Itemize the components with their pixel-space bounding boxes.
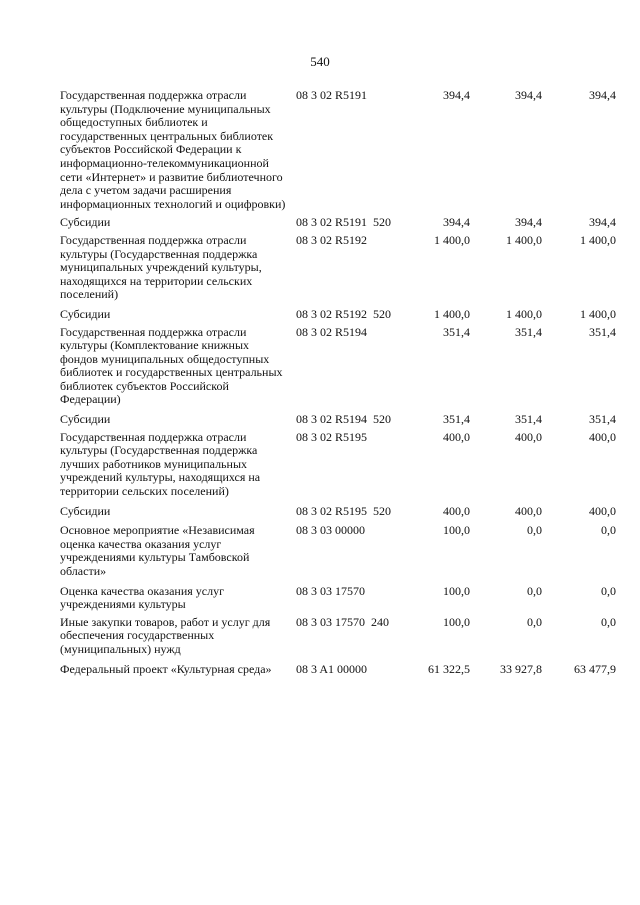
row-value-3: 1 400,0 <box>580 306 616 321</box>
row-code: 08 3 02 R5192 520 <box>296 306 392 321</box>
row-value-2: 33 927,8 <box>500 661 542 676</box>
page-number: 540 <box>310 54 330 69</box>
table-row <box>60 431 620 499</box>
table-row <box>60 413 620 427</box>
row-value-1: 351,4 <box>443 412 470 427</box>
row-value-2: 394,4 <box>515 215 542 230</box>
row-name: Иные закупки товаров, работ и услуг для обеспечения государственных (муниципальных) нужд <box>60 614 271 656</box>
row-value-1: 400,0 <box>443 503 470 518</box>
row-code: 08 3 02 R5194 <box>296 324 368 339</box>
row-value-2: 1 400,0 <box>506 306 542 321</box>
row-value-3: 1 400,0 <box>580 232 616 247</box>
row-value-3: 0,0 <box>601 523 616 538</box>
table-row <box>60 308 620 322</box>
row-name: Государственная поддержка отрасли культуры (Комплектование книжных фондов муниципальных общедоступных библиотек и государственных центральных библиотек субъектов Российской Федерации) <box>60 324 283 407</box>
row-code: 08 3 02 R5195 <box>296 429 368 444</box>
table-row <box>60 326 620 408</box>
table-row <box>60 585 620 612</box>
row-name: Оценка качества оказания услуг учреждениями культуры <box>60 583 225 612</box>
row-value-2: 351,4 <box>515 324 542 339</box>
row-code: 08 3 02 R5192 <box>296 232 368 247</box>
table-row <box>60 234 620 302</box>
row-value-2: 1 400,0 <box>506 232 542 247</box>
row-value-3: 0,0 <box>601 583 616 598</box>
row-value-3: 400,0 <box>589 503 616 518</box>
row-value-3: 351,4 <box>589 324 616 339</box>
row-name: Субсидии <box>60 503 111 518</box>
row-code: 08 3 A1 00000 <box>296 661 368 676</box>
budget-table <box>60 89 620 676</box>
row-name: Государственная поддержка отрасли культуры (Подключение муниципальных общедоступных библиотек и государственных центральных библиотек субъектов Российской Федерации к информационно-телекоммуникационной сети «Интернет» и развитие библиотечного дела с учетом задачи расширения информационных технологий и оцифровки) <box>60 88 286 211</box>
row-value-1: 100,0 <box>443 523 470 538</box>
row-name: Федеральный проект «Культурная среда» <box>60 661 272 676</box>
row-value-2: 351,4 <box>515 412 542 427</box>
row-value-2: 400,0 <box>515 429 542 444</box>
row-value-1: 61 322,5 <box>428 661 470 676</box>
row-value-3: 400,0 <box>589 429 616 444</box>
row-code: 08 3 02 R5195 520 <box>296 503 392 518</box>
row-name: Государственная поддержка отрасли культуры (Государственная поддержка лучших работников муниципальных учреждений культуры, находящихся на территории сельских поселений) <box>60 429 261 499</box>
table-row <box>60 216 620 230</box>
row-code: 08 3 03 17570 <box>296 583 365 598</box>
table-row <box>60 505 620 519</box>
row-name: Основное мероприятие «Независимая оценка качества оказания услуг учреждениями культуры Тамбовской области» <box>60 523 255 578</box>
row-code: 08 3 02 R5191 <box>296 88 368 102</box>
row-value-2: 0,0 <box>527 614 542 629</box>
row-value-2: 0,0 <box>527 583 542 598</box>
row-value-2: 0,0 <box>527 523 542 538</box>
row-value-3: 394,4 <box>589 88 616 102</box>
row-value-1: 394,4 <box>443 88 470 102</box>
row-code: 08 3 02 R5194 520 <box>296 412 392 427</box>
row-value-1: 351,4 <box>443 324 470 339</box>
row-name: Государственная поддержка отрасли культуры (Государственная поддержка муниципальных учреждений культуры, находящихся на территории сельских поселений) <box>60 232 262 302</box>
row-code: 08 3 02 R5191 520 <box>296 215 392 230</box>
row-value-1: 400,0 <box>443 429 470 444</box>
row-value-1: 100,0 <box>443 583 470 598</box>
row-value-2: 400,0 <box>515 503 542 518</box>
row-value-3: 394,4 <box>589 215 616 230</box>
row-value-1: 1 400,0 <box>434 232 470 247</box>
row-value-1: 100,0 <box>443 614 470 629</box>
row-value-1: 1 400,0 <box>434 306 470 321</box>
table-row <box>60 524 620 578</box>
row-value-3: 0,0 <box>601 614 616 629</box>
row-code: 08 3 03 17570 240 <box>296 614 389 629</box>
row-value-2: 394,4 <box>515 88 542 102</box>
row-code: 08 3 03 00000 <box>296 523 365 538</box>
row-name: Субсидии <box>60 306 111 321</box>
row-value-3: 63 477,9 <box>574 661 616 676</box>
row-value-3: 351,4 <box>589 412 616 427</box>
row-value-1: 394,4 <box>443 215 470 230</box>
row-name: Субсидии <box>60 215 111 230</box>
table-row <box>60 616 620 657</box>
table-row <box>60 89 620 211</box>
table-row <box>60 663 620 677</box>
row-name: Субсидии <box>60 412 111 427</box>
